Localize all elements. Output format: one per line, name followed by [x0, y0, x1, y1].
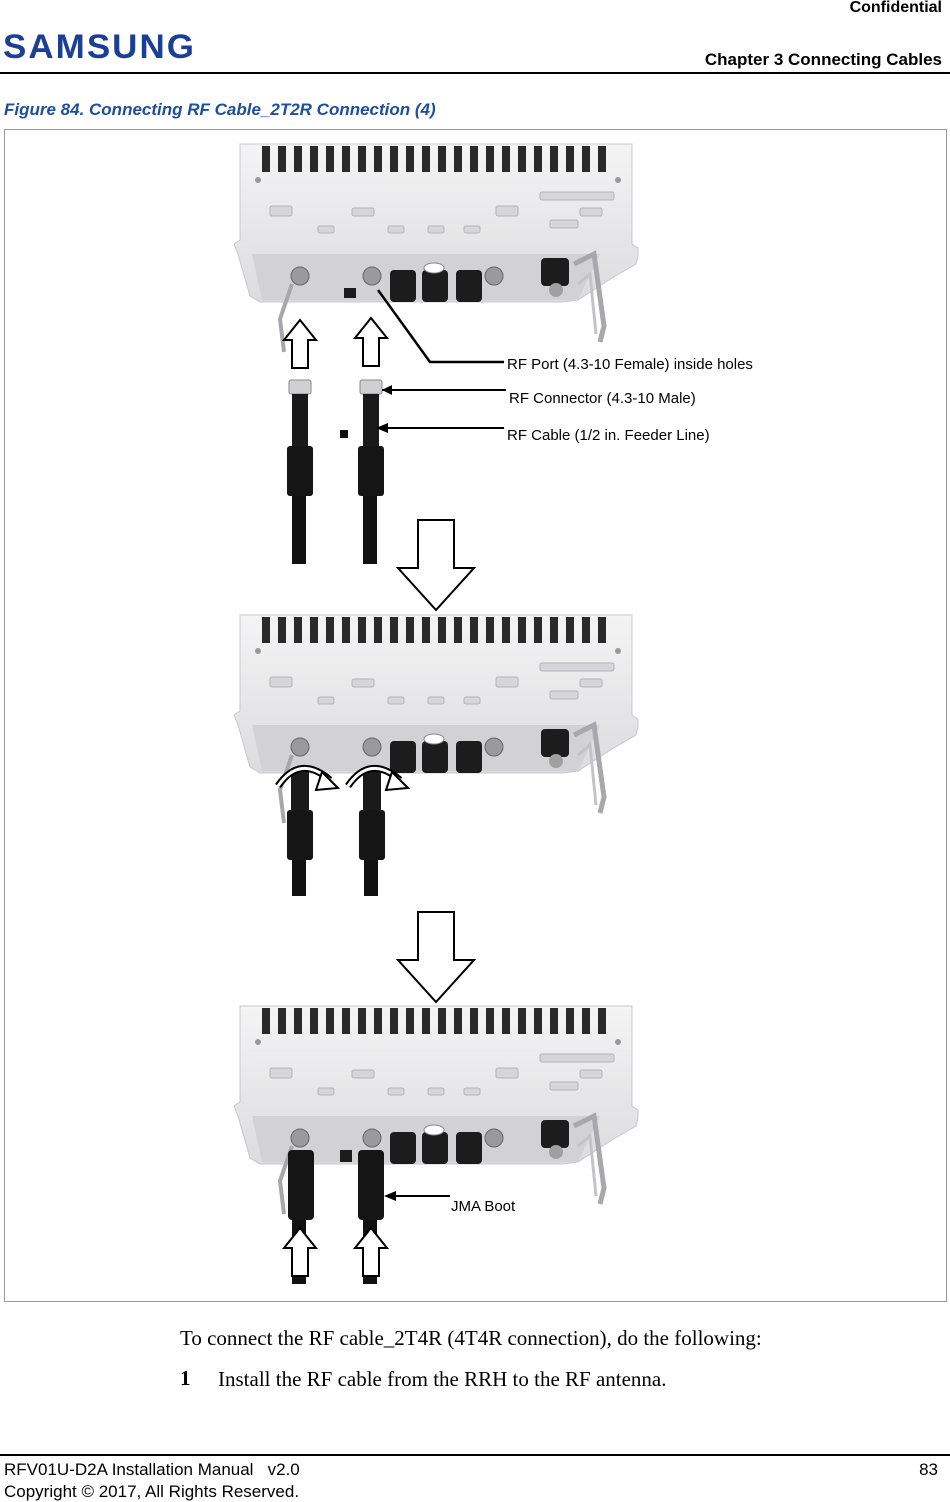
step-number: 1 [180, 1366, 191, 1390]
rrh-unit-1 [234, 144, 638, 352]
up-arrow-icon [284, 1228, 316, 1276]
rf-cable-right [358, 380, 384, 564]
up-arrow-icon [284, 320, 316, 368]
jma-boot-label: JMA Boot [451, 1198, 516, 1215]
rf-cable-right-connected [359, 770, 385, 896]
down-arrow-icon [398, 912, 474, 1002]
confidential-label: Confidential [849, 0, 942, 16]
down-arrow-icon [398, 520, 474, 610]
chapter-title: Chapter 3 Connecting Cables [704, 50, 942, 69]
rf-port-label: RF Port (4.3-10 Female) inside holes [507, 356, 753, 373]
rf-cable-label: RF Cable (1/2 in. Feeder Line) [507, 427, 710, 444]
intro-paragraph: To connect the RF cable_2T4R (4T4R connection), do the following: [180, 1326, 762, 1350]
brand-wordmark: SAMSUNG [3, 28, 196, 64]
manual-title: RFV01U-D2A Installation Manual v2.0 [4, 1460, 300, 1479]
page-number: 83 [919, 1460, 938, 1479]
rf-connector-label: RF Connector (4.3-10 Male) [509, 390, 696, 407]
rf-cable-left-connected [287, 770, 313, 896]
up-arrow-icon [355, 1228, 387, 1276]
copyright: Copyright © 2017, All Rights Reserved. [4, 1482, 300, 1501]
up-arrow-icon [355, 318, 387, 366]
step-text: Install the RF cable from the RRH to the RF antenna. [218, 1367, 667, 1391]
footer-divider [0, 1454, 950, 1456]
figure-caption: Figure 84. Connecting RF Cable_2T2R Connection (4) [4, 100, 436, 119]
rf-cable-left [287, 380, 313, 564]
